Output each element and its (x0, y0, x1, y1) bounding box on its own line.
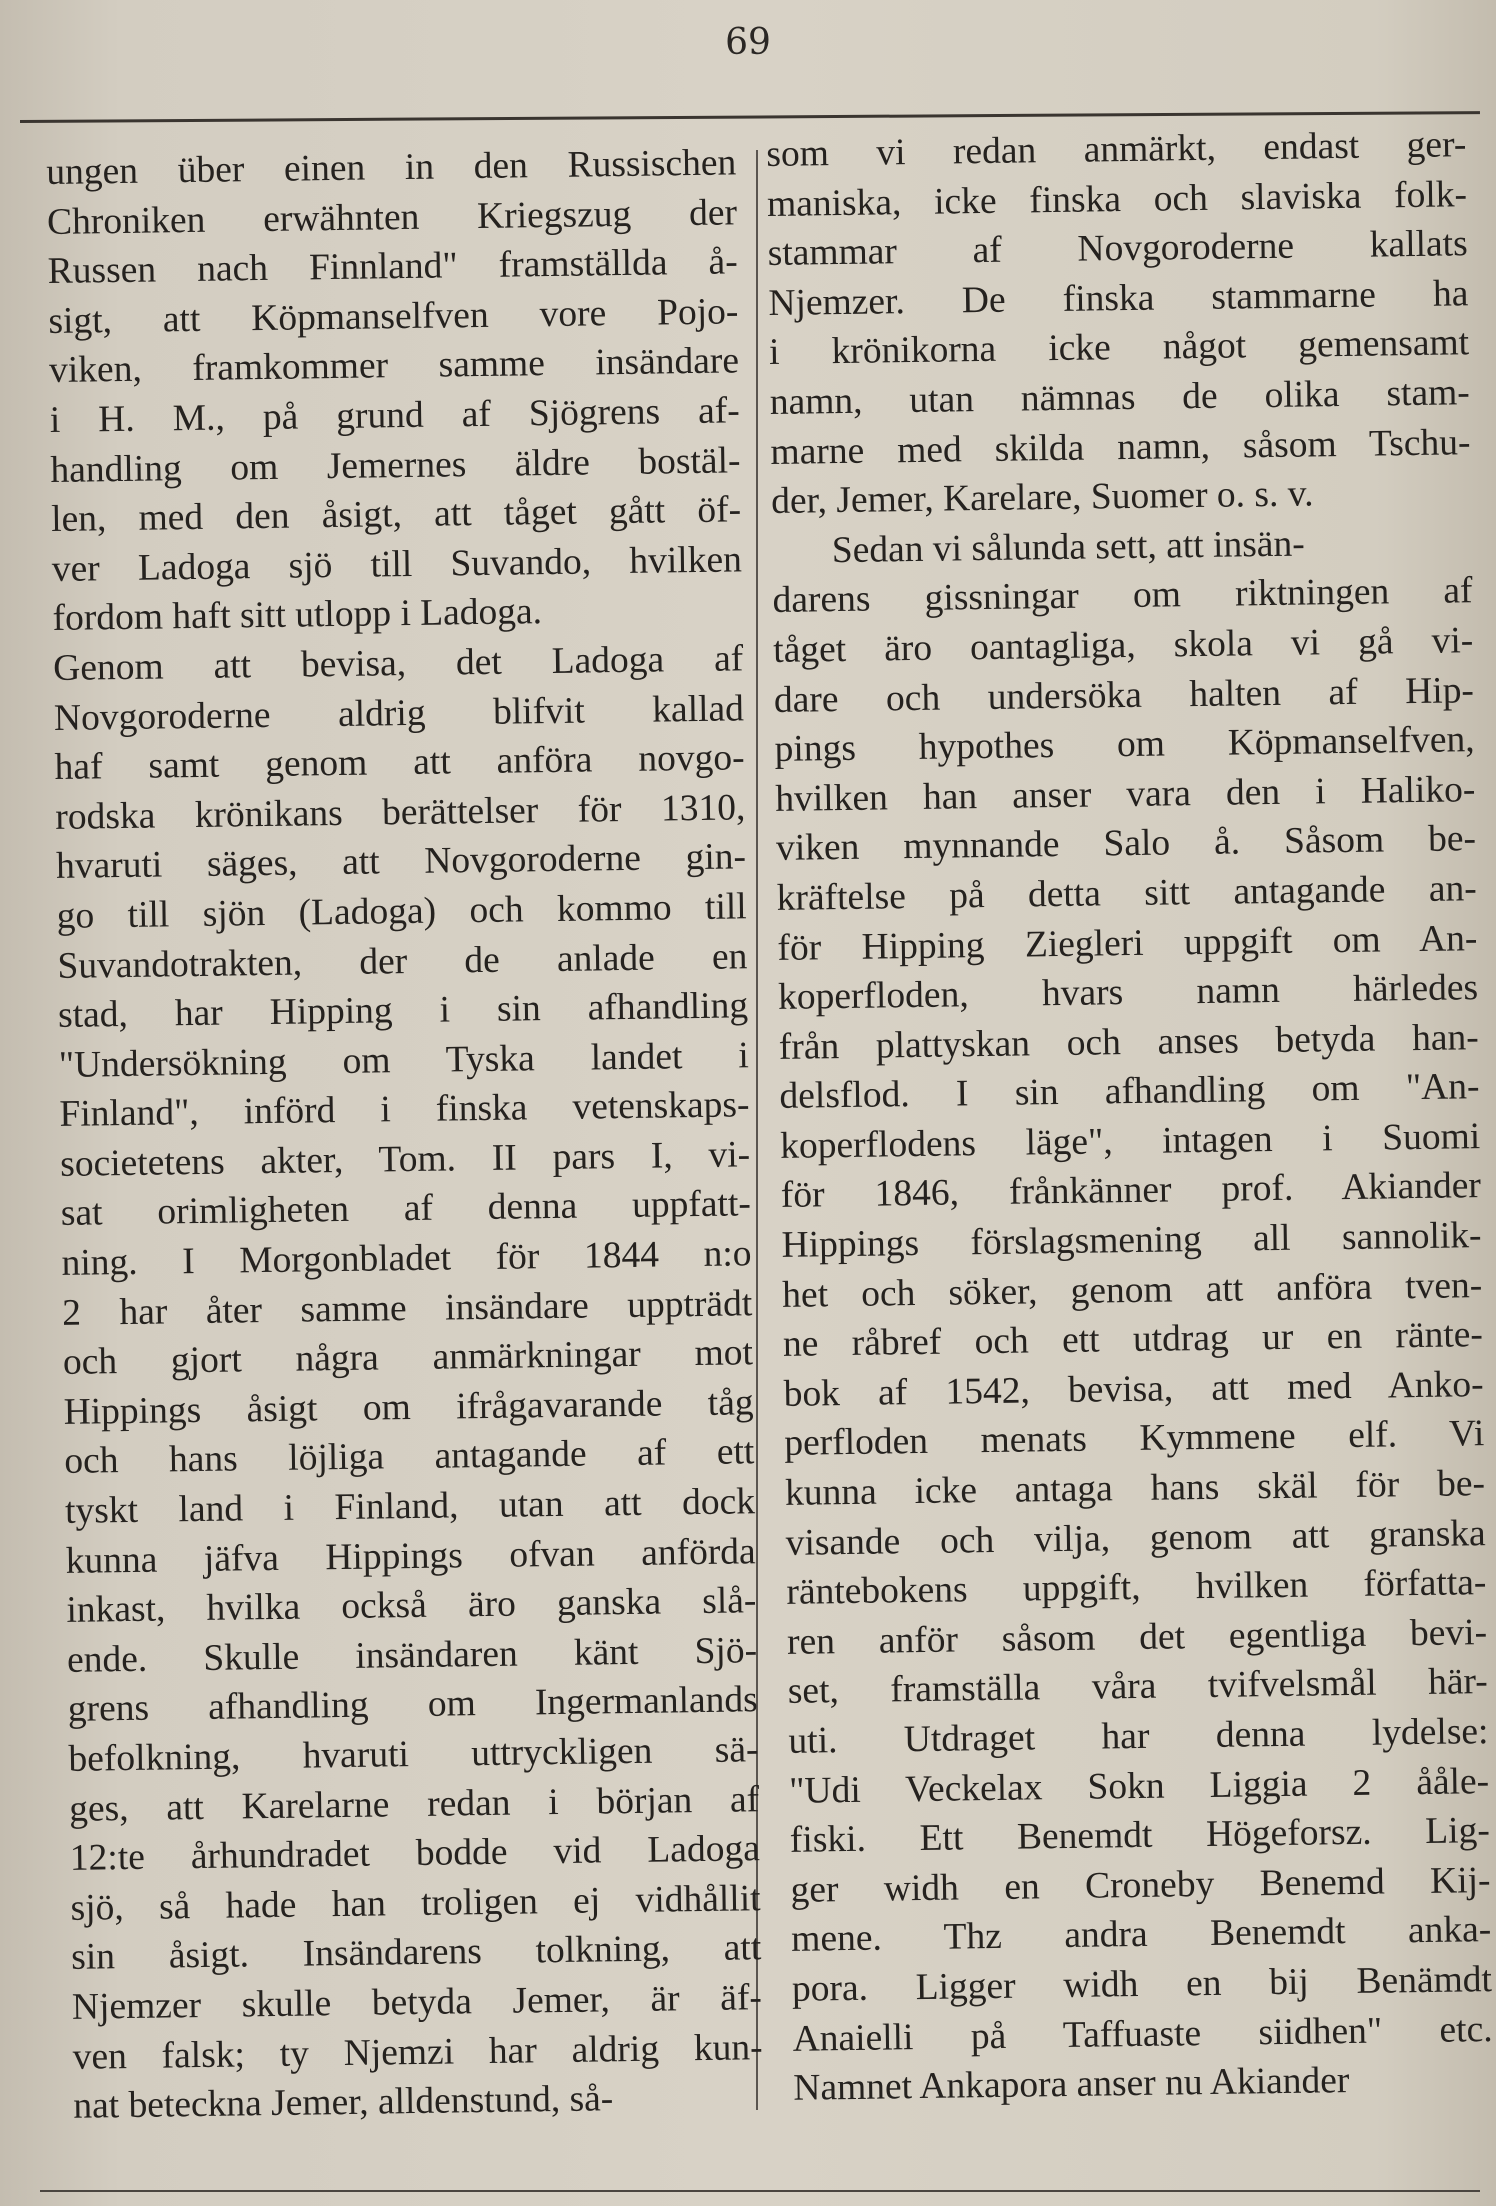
text-line: ende. Skulle insändaren känt Sjö- (66, 1630, 758, 1681)
text-line: viken mynnande Salo å. Såsom be- (775, 818, 1477, 870)
text-line: Njemzer skulle betyda Jemer, är äf- (71, 1977, 763, 2028)
text-line: Hippings åsigt om ifrågavarande tåg (63, 1382, 754, 1433)
text-line: "Undersökning om Tyska landet i (58, 1034, 750, 1086)
text-line: Namnet Ankapora anser nu Akiander (793, 2060, 1350, 2109)
text-line: räntebokens uppgift, hvilken författa- (786, 1562, 1487, 1614)
text-line: dare och undersöka halten af Hip- (773, 669, 1475, 721)
text-line: Njemzer. De finska stammarne ha (768, 272, 1469, 324)
text-line: ges, att Karelarne redan i början af (68, 1778, 760, 1830)
text-line: kunna icke antaga hans skäl för be- (784, 1463, 1486, 1514)
text-line: het och söker, genom att anföra tven- (781, 1264, 1483, 1316)
text-line: koperfloden, hvars namn härledes (777, 967, 1479, 1019)
text-line: tåget äro oantagliga, skola vi gå vi- (772, 620, 1474, 671)
text-line: stad, har Hipping i sin afhandling (57, 985, 749, 1037)
text-line: visande och vilja, genom att granska (785, 1512, 1486, 1564)
text-line: namn, utan nämnas de olika stam- (769, 372, 1471, 423)
text-line: Russen nach Finnland" framställda å- (47, 241, 738, 293)
text-line: perfloden menats Kymmene elf. Vi (784, 1413, 1485, 1465)
text-line: för 1846, frånkänner prof. Akiander (780, 1165, 1482, 1217)
text-line: viken, framkommer samme insändare (48, 340, 740, 392)
text-line: sin åsigt. Insändarens tolkning, att (70, 1927, 762, 1979)
text-line: haf samt genom att anföra novgo- (54, 737, 745, 789)
text-line: fiski. Ett Benemdt Högeforsz. Lig- (789, 1810, 1491, 1862)
text-line: för Hipping Ziegleri uppgift om An- (777, 917, 1478, 969)
text-line: mene. Thz andra Benemdt anka- (790, 1909, 1492, 1961)
text-line: ren anför såsom det egentliga bevi- (786, 1611, 1488, 1663)
text-line: tyskt land i Finland, utan att dock (64, 1481, 756, 1532)
text-line: befolkning, hvaruti uttryckligen sä- (68, 1729, 759, 1780)
text-line: der, Jemer, Karelare, Suomer o. s. v. (770, 473, 1314, 523)
text-line: inkast, hvilka också äro ganska slå- (66, 1580, 757, 1632)
text-line: i krönikorna icke något gemensamt (768, 322, 1470, 374)
text-line: marne med skilda namn, såsom Tschu- (770, 421, 1471, 473)
text-line: handling om Jemernes äldre bostäl- (50, 439, 741, 491)
text-line: ungen über einen in den Russischen (46, 142, 737, 193)
text-line: ne råbref och ett utdrag ur en ränte- (782, 1314, 1484, 1366)
text-line: delsflod. I sin afhandling om "An- (779, 1066, 1480, 1118)
text-line: stammar af Novgoroderne kallats (767, 223, 1468, 275)
text-line: "Udi Veckelax Sokn Liggia 2 ååle- (788, 1760, 1490, 1812)
text-line: sjö, så hade han troligen ej vidhållit (70, 1877, 761, 1929)
text-line: ver Ladoga sjö till Suvando, hvilken (51, 539, 743, 590)
text-line: kräftelse på detta sitt antagande an- (776, 868, 1477, 919)
text-line: i H. M., på grund af Sjögrens af- (49, 390, 741, 441)
text-line: koperflodens läge", intagen i Suomi (779, 1116, 1481, 1167)
text-line: och gjort några anmärkningar mot (62, 1332, 754, 1384)
text-line: grens afhandling om Ingermanlands (67, 1679, 759, 1731)
text-line: pings hypothes om Köpmanselfven, (774, 719, 1475, 771)
text-line: som vi redan anmärkt, endast ger- (766, 124, 1467, 175)
text-line: Genom att bevisa, det Ladoga af (52, 638, 744, 689)
text-line: uti. Utdraget har denna lydelse: (788, 1711, 1489, 1762)
text-line: ning. I Morgonbladet för 1844 n:o (61, 1233, 752, 1284)
text-line: maniska, icke finska och slaviska folk- (766, 173, 1468, 225)
text-line: pora. Ligger widh en bij Benämdt (791, 1959, 1493, 2010)
text-line: societetens akter, Tom. II pars I, vi- (59, 1134, 751, 1185)
text-line: Finland", införd i finska vetenskaps- (59, 1084, 750, 1136)
text-line: ven falsk; ty Njemzi har aldrig kun- (72, 2026, 763, 2078)
text-line: Sedan vi sålunda sett, att insän- (831, 523, 1305, 571)
text-line: Anaielli på Taffuaste siidhen" etc. (792, 2008, 1493, 2060)
text-line: rodska krönikans berättelser för 1310, (55, 787, 746, 838)
text-line: hvilken han anser vara den i Haliko- (775, 768, 1476, 820)
text-line: darens gissningar om riktningen af (772, 570, 1473, 622)
text-line: och hans löjliga antagande af ett (64, 1431, 755, 1483)
text-line: sat orimligheten af denna uppfatt- (60, 1183, 752, 1235)
text-line: bok af 1542, bevisa, att med Anko- (783, 1363, 1484, 1415)
text-line: sigt, att Köpmanselfven vore Pojo- (48, 291, 739, 342)
text-line: 2 har åter samme insändare uppträdt (61, 1282, 753, 1334)
footer-rule (40, 2190, 1480, 2192)
text-line: hvaruti säges, att Novgoroderne gin- (55, 836, 747, 888)
text-line: len, med den åsigt, att tåget gått öf- (50, 489, 742, 541)
text-line: set, framställa våra tvifvelsmål här- (787, 1661, 1489, 1713)
text-line: kunna jäfva Hippings ofvan anförda (65, 1530, 756, 1582)
left-column (46, 138, 764, 2131)
text-line: nat beteckna Jemer, alldenstund, så- (73, 2078, 614, 2127)
text-line: 12:te århundradet bodde vid Ladoga (69, 1828, 761, 1880)
text-line: fordom haft sitt utlopp i Ladoga. (52, 591, 543, 640)
text-line: Suvandotrakten, der de anlade en (57, 935, 748, 987)
text-line: go till sjön (Ladoga) och kommo till (56, 886, 747, 937)
header-rule (20, 111, 1480, 123)
text-line: Novgoroderne aldrig blifvit kallad (53, 687, 745, 739)
text-line: Chroniken erwähnten Kriegszug der (46, 191, 738, 243)
text-line: från plattyskan och anses betyda han- (778, 1016, 1480, 1068)
page-number: 69 (725, 22, 771, 63)
text-line: Hippings förslagsmening all sannolik- (781, 1215, 1482, 1266)
text-line: ger widh en Croneby Benemd Kij- (790, 1859, 1491, 1911)
right-column (766, 120, 1494, 2113)
